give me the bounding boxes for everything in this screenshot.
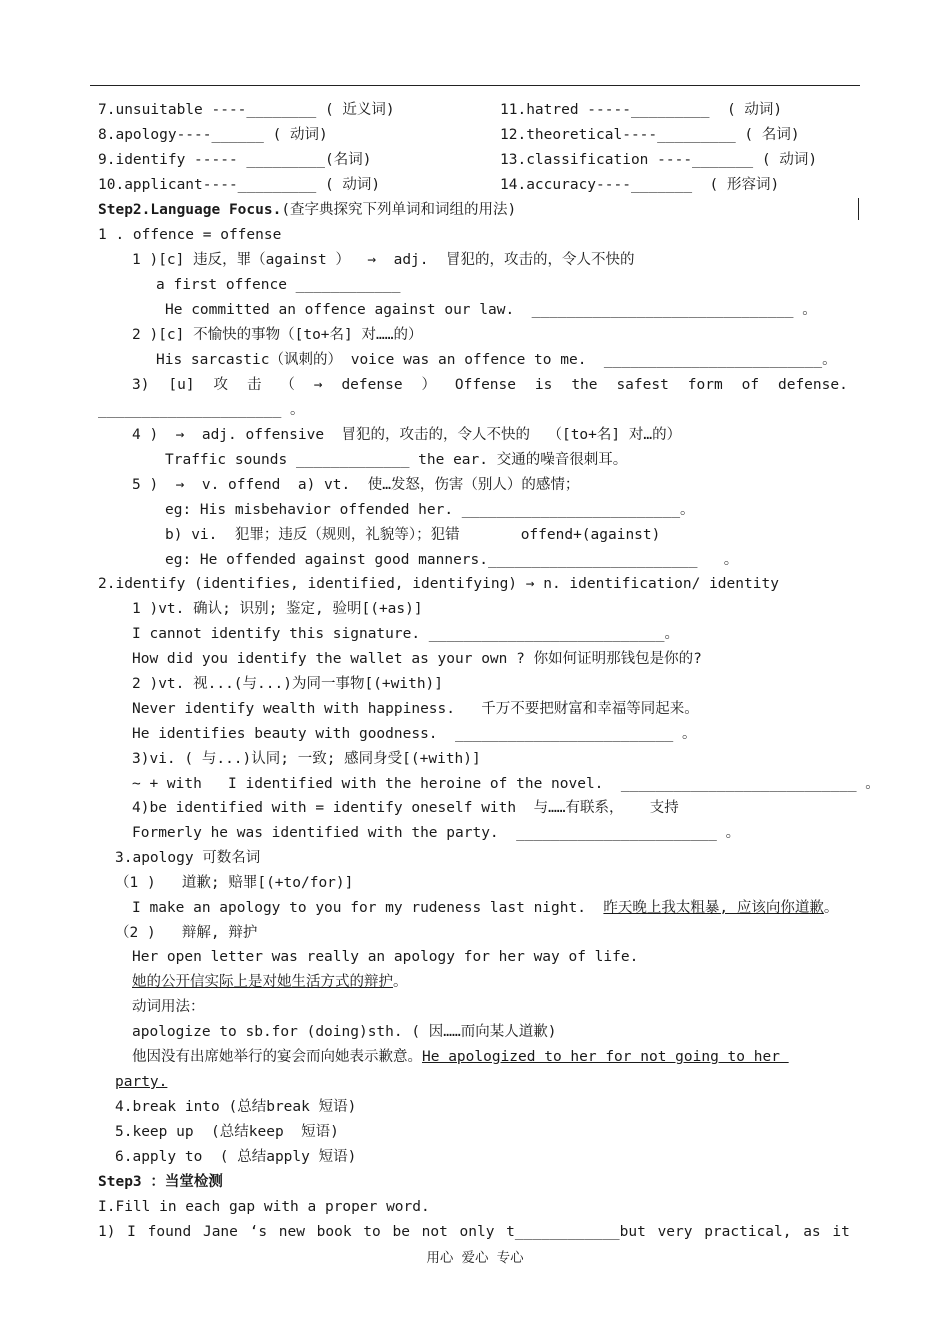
- offence-example-1a: a first offence ____________: [156, 277, 401, 293]
- identify-example-2b: He identifies beauty with goodness. _________________________ 。: [132, 726, 697, 742]
- phrase-break-into: 4.break into (总结break 短语): [115, 1099, 357, 1115]
- offence-sense-4: 4 ) → adj. offensive 冒犯的，攻击的，令人不快的 （[to+名] 对…的）: [132, 427, 682, 443]
- offence-head: 1 . offence = offense: [98, 227, 282, 243]
- offence-example-5b: eg: He offended against good manners.________________________ 。: [165, 552, 739, 568]
- offence-example-5a: eg: His misbehavior offended her. _________________________。: [165, 502, 695, 518]
- vocab-item-13: 13.classification ----_______ ( 动词): [500, 152, 818, 168]
- vocab-item-9: 9.identify ----- _________(名词): [98, 152, 372, 168]
- word: ）: [421, 377, 436, 393]
- word: to: [363, 1224, 381, 1240]
- identify-head: 2.identify (identifies, identified, identifying) → n. identification/ identity: [98, 576, 779, 592]
- offence-example-4: Traffic sounds _____________ the ear. 交通的噪音很刺耳。: [165, 452, 628, 468]
- identify-example-1b: How did you identify the wallet as your own ? 你如何证明那钱包是你的?: [132, 651, 702, 667]
- word: the: [571, 377, 598, 393]
- apology-verb-title: 动词用法：: [132, 999, 205, 1015]
- step3-instructions: I.Fill in each gap with a proper word.: [98, 1199, 430, 1215]
- word: t____________but: [506, 1224, 646, 1240]
- word: be: [392, 1224, 410, 1240]
- word: 1): [98, 1224, 116, 1240]
- word: as: [803, 1224, 821, 1240]
- word: [u]: [168, 377, 195, 393]
- word: form: [687, 377, 723, 393]
- step2-heading: [98, 200, 516, 220]
- identify-sense-4: 4)be identified with = identify oneself with 与……有联系， 支持: [132, 800, 679, 816]
- vocab-item-7: 7.unsuitable ----________ ( 近义词): [98, 102, 395, 118]
- word: is: [534, 377, 553, 393]
- word: only: [459, 1224, 495, 1240]
- apology-example-1: I make an apology to you for my rudeness last night. 昨天晚上我太粗暴, 应该向你道歉。: [132, 900, 839, 916]
- apology-example-2: Her open letter was really an apology for her way of life.: [132, 949, 639, 965]
- word: of: [741, 377, 760, 393]
- word: safest: [616, 377, 669, 393]
- offence-example-1b: He committed an offence against our law. ______________________________ 。: [165, 302, 817, 318]
- word: new: [278, 1224, 305, 1240]
- word: ‘s: [249, 1224, 268, 1240]
- phrase-apply-to: 6.apply to ( 总结apply 短语): [115, 1149, 357, 1165]
- apology-answer-1: 昨天晚上我太粗暴, 应该向你道歉: [603, 900, 824, 916]
- word: I: [127, 1224, 136, 1240]
- word: found: [147, 1224, 192, 1240]
- step2-subtitle: (查字典探究下列单词和词组的用法): [281, 202, 517, 218]
- offence-example-2: His sarcastic（讽刺的） voice was an offence to me. _________________________。: [156, 352, 837, 368]
- apology-verb-answer-cont: party.: [115, 1074, 168, 1090]
- step3-title: Step3 ：当堂检测: [98, 1174, 223, 1190]
- word: →: [313, 377, 323, 393]
- apology-sense-1: （1 ) 道歉; 赔罪[(+to/for)]: [115, 875, 354, 891]
- offence-sense-1: 1 )[c] 违反，罪（against ） → adj. 冒犯的，攻击的，令人不快的: [132, 252, 635, 268]
- word: practical,: [704, 1224, 792, 1240]
- apology-verb-answer: He apologized to her for not going to her: [422, 1049, 789, 1065]
- vocab-item-8: 8.apology----______ ( 动词): [98, 127, 328, 143]
- identify-sense-2: 2 )vt. 视...(与...)为同一事物[(+with)]: [132, 676, 444, 692]
- apology-answer-2-line: 她的公开信实际上是对她生活方式的辩护。: [132, 974, 408, 990]
- step2-title: Step2.Language Focus.: [98, 202, 282, 218]
- apology-head: 3.apology 可数名词: [115, 850, 261, 866]
- identify-sense-3: 3)vi. ( 与...)认同; 一致; 感同身受[(+with)]: [132, 751, 481, 767]
- vocab-item-11: 11.hatred -----_________ ( 动词): [500, 102, 783, 118]
- vocab-item-10: 10.applicant----_________ ( 动词): [98, 177, 381, 193]
- word: 3): [132, 377, 150, 393]
- offence-sense-2: 2 )[c] 不愉快的事物（[to+名] 对……的）: [132, 327, 423, 343]
- page-footer: 用心 爱心 专心: [426, 1250, 524, 1266]
- apology-verb-pattern: apologize to sb.for (doing)sth. ( 因……而向某人道歉): [132, 1024, 557, 1040]
- offence-sense-3: [132, 375, 848, 395]
- word: Offense: [454, 377, 516, 393]
- identify-example-1a: I cannot identify this signature. ___________________________。: [132, 626, 680, 642]
- identify-example-3: ~ + with I identified with the heroine of the novel. ___________________________ 。: [132, 776, 880, 792]
- vocab-item-14: 14.accuracy----_______ ( 形容词): [500, 177, 780, 193]
- word: it: [832, 1224, 850, 1240]
- apology-verb-example: 他因没有出席她举行的宴会而向她表示歉意。He apologized to her for not going to her: [132, 1049, 789, 1065]
- offence-sense-3-blank: _____________________ 。: [98, 402, 305, 418]
- identify-example-4: Formerly he was identified with the party. _______________________ 。: [132, 825, 741, 841]
- apology-sense-2: （2 ) 辩解, 辩护: [115, 925, 258, 941]
- text-cursor-bar: [858, 198, 859, 220]
- identify-sense-1: 1 )vt. 确认; 识别; 鉴定, 验明[(+as)]: [132, 601, 423, 617]
- word: very: [657, 1224, 693, 1240]
- word: 攻: [213, 377, 229, 393]
- word: book: [316, 1224, 352, 1240]
- apology-answer-2: 她的公开信实际上是对她生活方式的辩护: [132, 974, 393, 990]
- word: （: [280, 377, 295, 393]
- phrase-keep-up: 5.keep up (总结keep 短语): [115, 1124, 339, 1140]
- offence-sense-5: 5 ) → v. offend a) vt. 使…发怒，伤害（别人）的感情；: [132, 477, 580, 493]
- vocab-item-12: 12.theoretical----_________ ( 名词): [500, 127, 800, 143]
- word: defense.: [777, 377, 848, 393]
- word: 击: [246, 377, 262, 393]
- question-1: [98, 1222, 850, 1242]
- word: not: [421, 1224, 448, 1240]
- header-rule: [90, 85, 860, 86]
- identify-example-2a: Never identify wealth with happiness. 千万不要把财富和幸福等同起来。: [132, 701, 699, 717]
- word: defense: [341, 377, 403, 393]
- word: Jane: [202, 1224, 238, 1240]
- offence-sense-5b: b) vi. 犯罪；违反（规则，礼貌等）；犯错 offend+(against): [165, 527, 661, 543]
